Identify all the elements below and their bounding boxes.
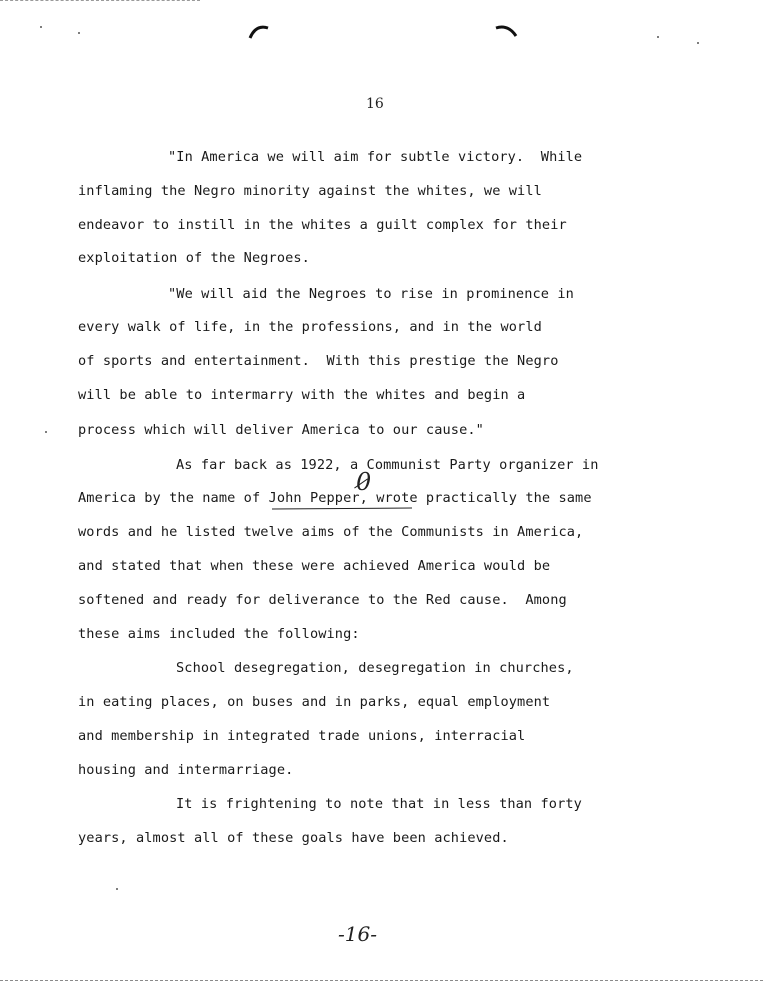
text-line: and stated that when these were achieved America would be (78, 558, 551, 574)
text-line: years, almost all of these goals have been achieved. (78, 830, 509, 846)
top-dashed-edge (0, 0, 200, 1)
text-line: words and he listed twelve aims of the Communists in America, (78, 524, 584, 540)
scan-speck (697, 42, 699, 44)
binder-mark-left (248, 22, 272, 40)
text-line: of sports and entertainment. With this prestige the Negro (78, 353, 559, 369)
text-line: endeavor to instill in the whites a guilt complex for their (78, 217, 567, 233)
text-line: America by the name of John Pepper, wrote practically the same (78, 490, 592, 506)
text-line: As far back as 1922, a Communist Party organizer in (176, 457, 599, 473)
scan-speck (657, 36, 659, 38)
text-line: these aims included the following: (78, 626, 360, 642)
scan-speck (40, 26, 42, 28)
handwritten-correction: 0 (356, 468, 372, 496)
bottom-dashed-edge (0, 980, 763, 981)
text-line: "In America we will aim for subtle victory. While (168, 149, 583, 165)
scan-speck (116, 888, 118, 890)
text-line: process which will deliver America to our cause." (78, 422, 484, 438)
handwritten-page-number: -16- (338, 922, 377, 946)
text-line: "We will aid the Negroes to rise in prominence in (168, 286, 574, 302)
text-line: and membership in integrated trade unions, interracial (78, 728, 526, 744)
text-line: every walk of life, in the professions, and in the world (78, 319, 542, 335)
text-line: will be able to intermarry with the whites and begin a (78, 387, 526, 403)
binder-mark-right (494, 22, 520, 40)
text-line: in eating places, on buses and in parks, equal employment (78, 694, 551, 710)
scan-speck (78, 32, 80, 34)
text-line: inflaming the Negro minority against the whites, we will (78, 183, 542, 199)
text-line: softened and ready for deliverance to the Red cause. Among (78, 592, 567, 608)
text-line: housing and intermarriage. (78, 762, 294, 778)
text-line: exploitation of the Negroes. (78, 250, 310, 266)
text-line: School desegregation, desegregation in churches, (176, 660, 574, 676)
scan-speck (45, 431, 47, 433)
handwritten-underline (272, 508, 412, 510)
page-number: 16 (366, 96, 384, 112)
text-line: It is frightening to note that in less than forty (176, 796, 582, 812)
